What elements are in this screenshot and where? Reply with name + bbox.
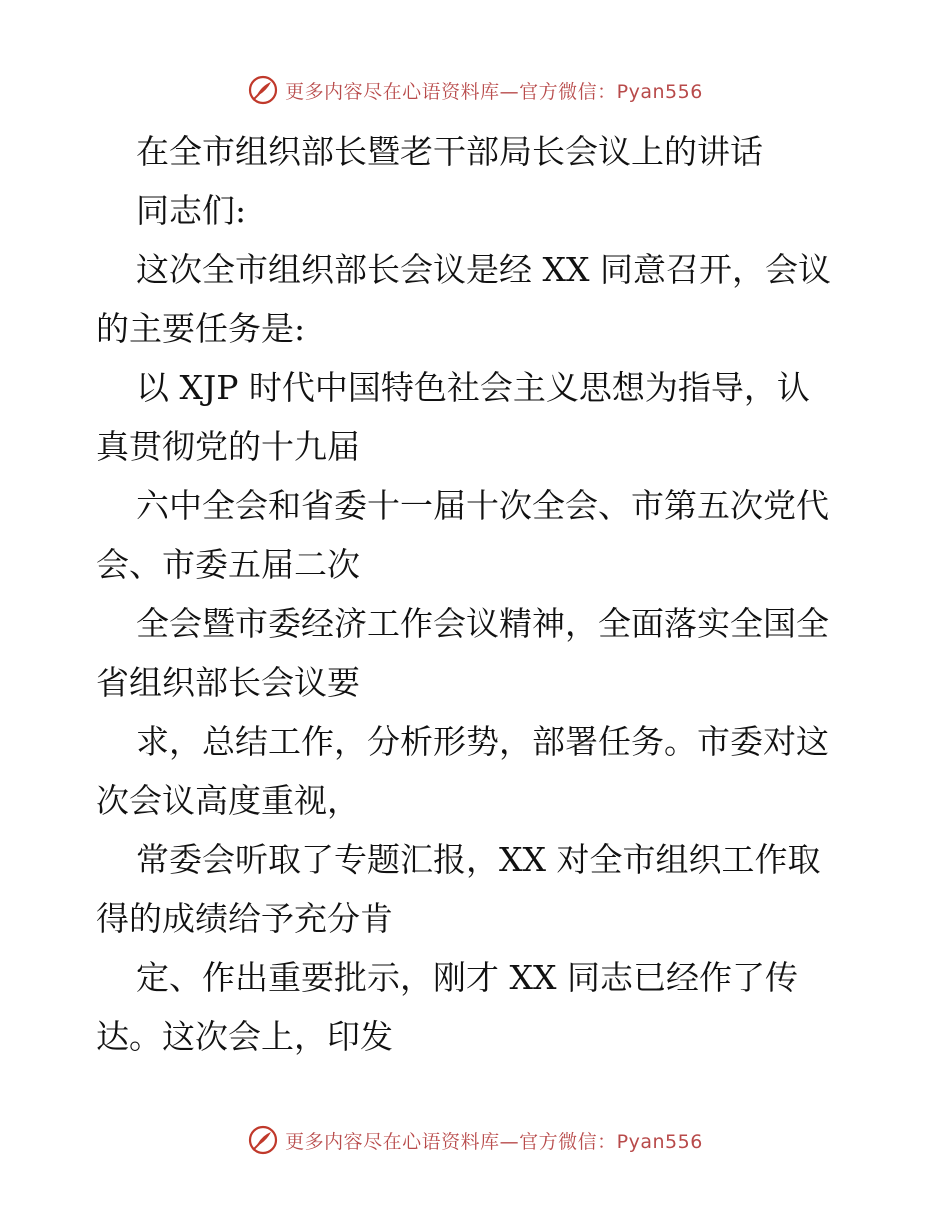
body-line: 真贯彻党的十九届 — [96, 427, 360, 466]
body-line: 常委会听取了专题汇报，XX 对全市组织工作取 — [136, 840, 821, 879]
header-banner — [0, 70, 950, 110]
body-line: 达。这次会上，印发 — [96, 1017, 393, 1056]
body-line: 会、市委五届二次 — [96, 545, 360, 584]
document-body — [96, 122, 856, 1066]
body-line: 定、作出重要批示，刚才 XX 同志已经作了传 — [136, 958, 798, 997]
body-line: 次会议高度重视， — [96, 781, 360, 820]
body-line: 得的成绩给予充分肯 — [96, 899, 393, 938]
banner-text: 更多内容尽在心语资料库—官方微信：Pyan556 — [285, 80, 703, 103]
body-line: 全会暨市委经济工作会议精神，全面落实全国全 — [136, 604, 829, 643]
body-line: 这次全市组织部长会议是经 XX 同意召开，会议 — [136, 250, 831, 289]
body-line: 的主要任务是: — [96, 309, 306, 348]
body-line: 省组织部长会议要 — [96, 663, 360, 702]
body-line: 求，总结工作，分析形势，部署任务。市委对这 — [136, 722, 829, 761]
quill-logo-icon — [247, 74, 279, 106]
banner-text: 更多内容尽在心语资料库—官方微信：Pyan556 — [285, 1130, 703, 1153]
body-line: 六中全会和省委十一届十次全会、市第五次党代 — [136, 486, 829, 525]
document-title: 在全市组织部长暨老干部局长会议上的讲话 — [136, 132, 763, 171]
salutation: 同志们: — [136, 191, 247, 230]
footer-banner — [0, 1120, 950, 1160]
quill-logo-icon — [247, 1124, 279, 1156]
body-line: 以 XJP 时代中国特色社会主义思想为指导，认 — [136, 368, 810, 407]
